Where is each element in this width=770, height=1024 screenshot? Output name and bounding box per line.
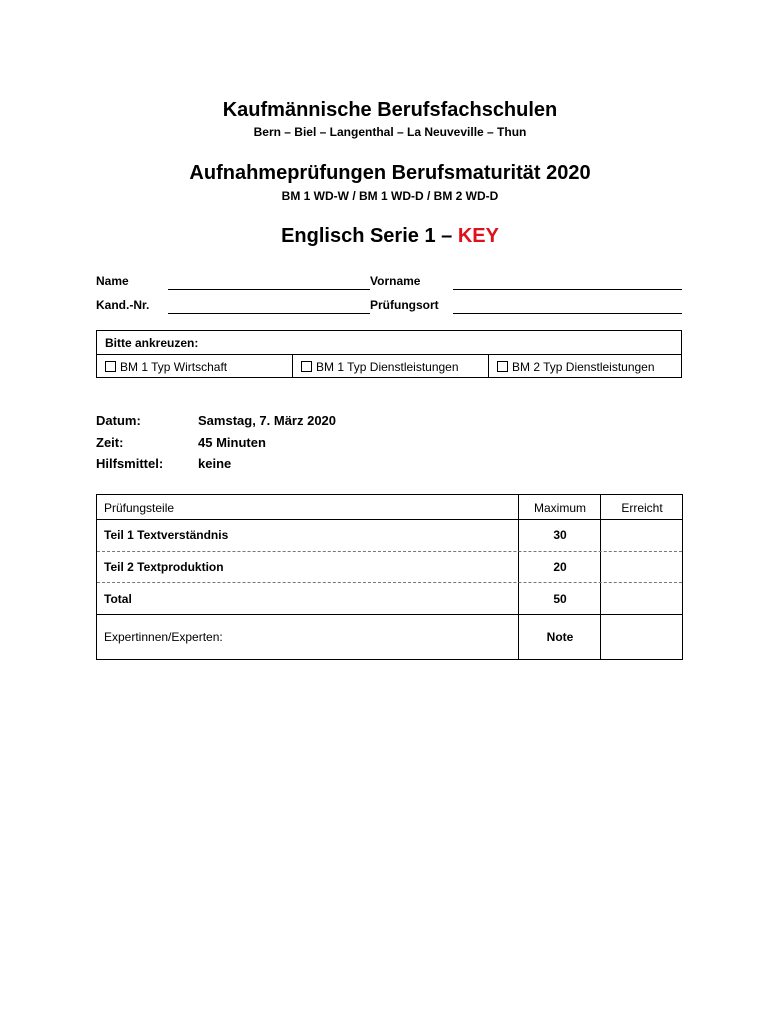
table-divider — [97, 519, 682, 520]
zeit-value: 45 Minuten — [198, 435, 266, 450]
header-maximum: Maximum — [533, 501, 586, 515]
name-field[interactable] — [168, 289, 370, 290]
hilfsmittel-label: Hilfsmittel: — [96, 456, 164, 471]
hilfsmittel-value: keine — [198, 456, 232, 471]
zeit-label: Zeit: — [96, 435, 124, 450]
choice-option[interactable] — [488, 355, 681, 378]
pruefungsort-label: Prüfungsort — [370, 298, 439, 312]
vorname-field[interactable] — [453, 289, 682, 290]
checkbox-icon[interactable] — [301, 361, 312, 372]
row-part-label: Teil 2 Textproduktion — [104, 560, 224, 574]
table-divider — [97, 582, 682, 583]
datum-value: Samstag, 7. März 2020 — [198, 413, 337, 428]
choice-heading: Bitte ankreuzen: — [97, 331, 681, 355]
erreicht-field[interactable] — [601, 583, 682, 613]
school-locations: Bern – Biel – Langenthal – La Neuveville – Thun — [253, 125, 527, 139]
choice-label: BM 2 Typ Dienstleistungen — [512, 360, 655, 374]
exam-title: Aufnahmeprüfungen Berufsmaturität 2020 — [189, 162, 591, 184]
program-choice-box — [96, 330, 682, 378]
checkbox-icon[interactable] — [105, 361, 116, 372]
choice-label: BM 1 Typ Dienstleistungen — [316, 360, 459, 374]
program-list: BM 1 WD-W / BM 1 WD-D / BM 2 WD-D — [281, 189, 499, 203]
kand-nr-field[interactable] — [168, 313, 370, 314]
datum-label: Datum: — [96, 413, 141, 428]
checkbox-icon[interactable] — [497, 361, 508, 372]
choice-option[interactable] — [292, 355, 488, 378]
row-max-value: 50 — [553, 592, 567, 606]
name-label: Name — [96, 274, 129, 288]
experts-label: Expertinnen/Experten: — [104, 630, 223, 644]
header-pruefungsteile: Prüfungsteile — [104, 501, 175, 515]
row-part-label: Teil 1 Textverständnis — [104, 528, 229, 542]
note-field[interactable] — [601, 615, 682, 659]
subject-label: Englisch Serie 1 – — [281, 225, 458, 247]
row-max-value: 20 — [553, 560, 567, 574]
kand-nr-label: Kand.-Nr. — [96, 298, 150, 312]
choice-label: BM 1 Typ Wirtschaft — [120, 360, 228, 374]
key-label: KEY — [457, 225, 499, 247]
pruefungsort-field[interactable] — [453, 313, 682, 314]
school-name: Kaufmännische Berufsfachschulen — [222, 99, 558, 121]
erreicht-field[interactable] — [601, 552, 682, 581]
score-table — [96, 494, 683, 660]
subject-title — [0, 225, 770, 248]
note-label: Note — [546, 630, 574, 644]
erreicht-field[interactable] — [601, 520, 682, 550]
vorname-label: Vorname — [370, 274, 421, 288]
table-divider — [97, 551, 682, 552]
table-divider — [97, 614, 682, 615]
row-max-value: 30 — [553, 528, 567, 542]
row-part-label: Total — [104, 592, 132, 606]
header-erreicht: Erreicht — [621, 501, 663, 515]
choice-option[interactable] — [97, 355, 292, 378]
